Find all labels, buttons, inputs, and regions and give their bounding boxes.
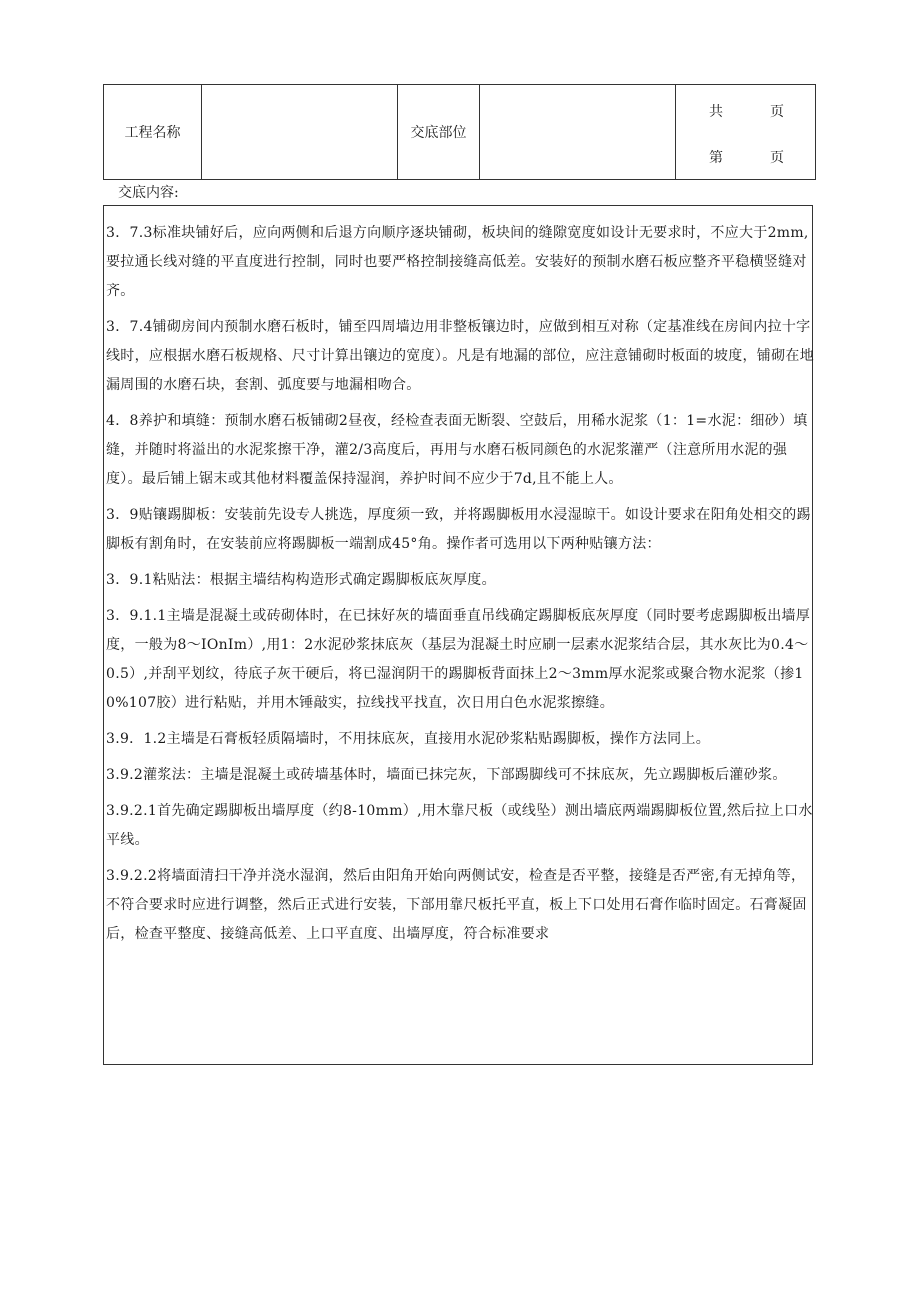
paragraph-3-9-2-1: 3.9.2.1首先确定踢脚板出墙厚度（约8-10mm）,用木靠尺板（或线坠）测出墙底两端踢脚板位置,然后拉上口水平线。 [106, 803, 813, 848]
paragraph-3-7-3: 3．7.3标准块铺好后，应向两侧和后退方向顺序逐块铺砌，板块间的缝隙宽度如设计无要求时，不应大于2mm,要拉通长线对缝的平直度进行控制，同时也要严格控制接缝高低差。安装好的预制水磨石板应整齐平稳横竖缝对齐。 [106, 225, 809, 299]
page-count-cell [676, 85, 816, 180]
paragraph-3-9-1: 3．9.1粘贴法：根据主墙结构构造形式确定踢脚板底灰厚度。 [106, 572, 496, 588]
location-label: 交底部位 [398, 85, 480, 180]
paragraph-3-9: 3．9贴镶踢脚板：安装前先设专人挑选，厚度须一致，并将踢脚板用水浸湿晾干。如设计要求在阳角处相交的踢脚板有割角时，在安装前应将踢脚板一端割成45°角。操作者可选用以下两种贴镶方法： [106, 507, 811, 552]
project-name-value [202, 85, 398, 180]
page-number-suffix: 页 [770, 150, 784, 166]
total-pages-suffix: 页 [770, 104, 784, 120]
header-row [104, 85, 816, 180]
paragraph-3-9-2-2: 3.9.2.2将墙面清扫干净并浇水湿润，然后由阳角开始向两侧试安，检查是否平整，接缝是否严密,有无掉角等，不符合要求时应进行调整，然后正式进行安装，下部用靠尺板托平直，板上下口处用石膏作临时固定。石膏凝固后，检查平整度、接缝高低差、上口平直度、出墙厚度，符合标准要求 [106, 868, 807, 942]
content-title: 交底内容: [118, 185, 179, 201]
paragraph-4-8: 4．8养护和填缝：预制水磨石板铺砌2昼夜，经检查表面无断裂、空鼓后，用稀水泥浆（1：1=水泥：细砂）填缝，并随时将溢出的水泥浆擦干净，灌2/3高度后，再用与水磨石板同颜色的水泥浆灌严（注意所用水泥的强度）。最后铺上锯末或其他材料覆盖保持湿润，养护时间不应少于7d,且不能上人。 [106, 413, 808, 487]
total-pages-prefix: 共 [709, 104, 723, 120]
page-number-line [676, 147, 815, 167]
header-table [103, 84, 816, 180]
paragraph-3-9-1-2: 3.9．1.2主墙是石膏板轻质隔墙时，不用抹底灰，直接用水泥砂浆粘贴踢脚板，操作方法同上。 [106, 731, 711, 747]
location-value [480, 85, 676, 180]
page-number-prefix: 第 [709, 150, 723, 166]
paragraph-3-7-4: 3．7.4铺砌房间内预制水磨石板时，铺至四周墙边用非整板镶边时，应做到相互对称（定基准线在房间内拉十字线时，应根据水磨石板规格、尺寸计算出镶边的宽度）。凡是有地漏的部位，应注意铺砌时板面的坡度，铺砌在地漏周围的水磨石块，套割、弧度要与地漏相吻合。 [106, 319, 814, 393]
paragraph-3-9-1-1: 3．9.1.1主墙是混凝土或砖砌体时，在已抹好灰的墙面垂直吊线确定踢脚板底灰厚度（同时要考虑踢脚板出墙厚度，一般为8～IOnIm）,用1：2水泥砂浆抹底灰（基层为混凝土时应刷一层素水泥浆结合层，其水灰比为0.4～0.5）,并刮平划纹，待底子灰干硬后，将已湿润阴干的踢脚板背面抹上2～3mm厚水泥浆或聚合物水泥浆（掺10%107胶）进行粘贴，并用木锤敲实，拉线找平找直，次日用白色水泥浆擦缝。 [106, 608, 811, 711]
paragraph-3-9-2: 3.9.2灌浆法：主墙是混凝土或砖墙基体时，墙面已抹完灰，下部踢脚线可不抹底灰，先立踢脚板后灌砂浆。 [106, 767, 787, 783]
project-name-label: 工程名称 [104, 85, 202, 180]
total-pages-line [676, 101, 815, 121]
content-box [103, 205, 813, 1065]
